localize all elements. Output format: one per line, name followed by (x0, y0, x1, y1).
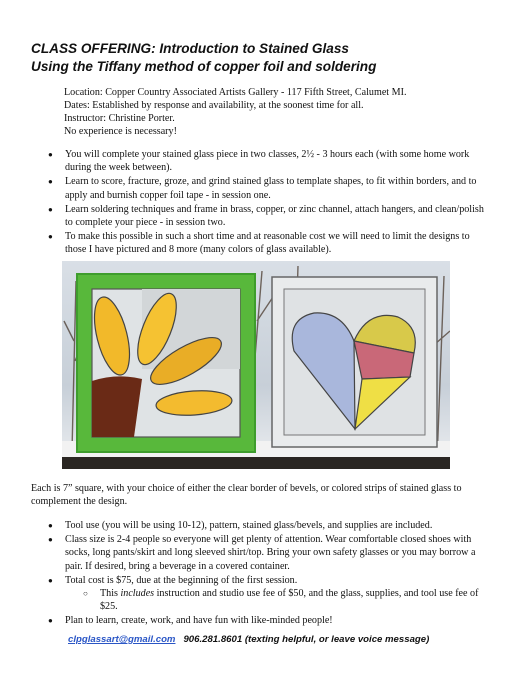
location-text: Location: Copper Country Associated Artists Gallery - 117 Fifth Street, Calumet MI. (64, 87, 407, 98)
stained-glass-photo (62, 261, 450, 469)
details-list (48, 148, 488, 258)
list-item: ● You will complete your stained glass piece in two classes, 2½ - 3 hours each (with some home work during the week between). (48, 148, 488, 174)
phone-text: 906.281.8601 (texting helpful, or leave voice message) (183, 634, 430, 645)
contact-line (68, 634, 429, 645)
dates-text: Dates: Established by response and availability, at the soonest time for all. (64, 100, 364, 112)
list-item: ● Class size is 2-4 people so everyone will get plenty of attention. Wear comfortable closed shoes with socks, long pants/skirt and long sleeved shirt/top. Bring your own safety glasses or you may borrow a pair. If desired, bring a beverage in a covered container. (48, 533, 488, 573)
cost-sub-emphasis: includes (120, 588, 155, 600)
list-item: ● Learn soldering techniques and frame in brass, copper, or zinc channel, attach hangers, and clean/polish to complete your piece - in session two. (48, 203, 488, 229)
list-item: ● To make this possible in such a short time and at reasonable cost we will need to limit the designs to those I have pictured and 8 more (many colors of glass available). (48, 230, 488, 256)
class-info (64, 86, 406, 138)
list-item: ● Tool use (you will be using 10-12), pattern, stained glass/bevels, and supplies are included. (48, 519, 488, 532)
email-link[interactable]: clpglassart@gmail.com (68, 634, 176, 645)
instructor-text: Instructor: Christine Porter. (64, 113, 175, 125)
experience-text: No experience is necessary! (64, 126, 177, 138)
list-item: ● Learn to score, fracture, groze, and grind stained glass to template shapes, to fit within borders, and to apply and burnish copper foil tape - in session one. (48, 175, 488, 201)
stained-glass-image (62, 261, 450, 469)
cost-text: Total cost is $75, due at the beginning of the first session. (65, 574, 298, 586)
list-item: ● Plan to learn, create, work, and have fun with like-minded people! (48, 614, 488, 627)
list-item (48, 574, 488, 614)
cost-sub-prefix: This (100, 588, 121, 600)
page-subtitle: Using the Tiffany method of copper foil and soldering (31, 59, 377, 74)
cost-breakdown (83, 587, 488, 613)
page-title: CLASS OFFERING: Introduction to Stained Glass (31, 41, 349, 56)
size-note: Each is 7” square, with your choice of either the clear border of bevels, or colored strips of stained glass to complement the design. (31, 483, 462, 508)
cost-sub-rest: instruction and studio use fee of $50, and the glass, supplies, and tool use fee of $25. (100, 588, 479, 613)
page-heading (31, 40, 376, 76)
included-list (48, 519, 488, 629)
